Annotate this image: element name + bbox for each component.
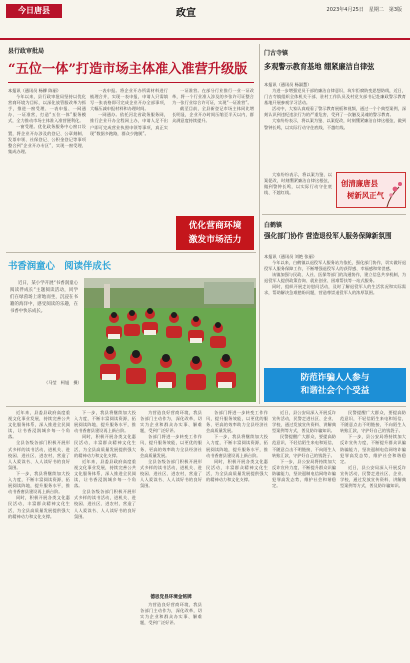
right-a-headline: 多观警示教育基地 绷紧廉洁自律弦 xyxy=(264,62,375,71)
lead-headline: “五位一体”打造市场主体准入准营升级版 xyxy=(8,62,248,77)
lower-column-4: 各部门将进一步转变工作作风，提升服务效能，以更优的服务、更高的效率助力全县经济社会高质量发展。 下一步，我县将继续加大投入力度，不断丰富阅读资源，拓展阅读阵地，提升服务水平，推动书香唐县建设再上新台阶。 同时，积极开展各类文化惠民活动，丰富群众精神文化生活，为全县高质量发展提供强大的精神动力和文化支撑。 xyxy=(206,410,268,483)
lead-column-1: 今年以来，县行政审批局坚持以优化营商环境为目标，以深化放管服改革为抓手，推进一窗受理、一表申报、一网通办、一证准营，打造“五位一体”服务模式，全力推动市场主体准入准营便利化。 一窗受理。优化政务服务中心窗口设置，将企业开办涉及的登记、公章刻制、发票申领、社保登记、公积金登记等事项整合到“企业开办专区”，实现一窗受理、集成办理。 xyxy=(8,94,86,154)
right-separator xyxy=(262,214,406,215)
right-b-body: 今年以来，白鹤镇以退役军人服务站为依托，强化部门协作，切实做好退役军人服务保障工作，不断增强退役军人的获得感、幸福感和荣誉感。 该镇加强与民政、人社、医保等部门的沟通协作，建立信息共享机制，为退役军人提供政策咨询、就业创业、困难帮扶等一站式服务。 同时，组织开展走访慰问活动，及时了解退役军人的生活状况和实际需求，帮助解决急难愁盼问题，营造尊崇退役军人的浓厚氛围。 xyxy=(264,260,406,296)
photo-credit: （马莹 柯旭 摄） xyxy=(44,380,82,385)
right-b-byline: 本报讯（通讯员 刘艳 张丽） xyxy=(264,254,317,259)
right-a-body: 为进一步增强党员干部的廉洁自律意识，筑牢拒腐防变思想防线，近日，门古寺镇组织全体机关干部、驻村工作队员及村党支部书记赴廉政警示教育基地开展参观学习活动。 活动中，大家认真观看了警示教育展板和视频，通过一个个典型案例，深刻认识到违纪违法行为的严重危害，受到了一次触及灵魂的警示教育。 大家纷纷表示，将以案为鉴、以案促改，时刻绷紧廉洁自律这根弦，做到警钟长鸣，以实际行动守住底线、不越红线。 xyxy=(264,88,406,130)
lead-rule xyxy=(8,82,254,83)
lower-column-3: 为营造良好营商环境，我县各部门主动作为，深化改革，切实为企业和群众办实事、解难题，受到广泛好评。 各部门将进一步转变工作作风，提升服务效能，以更优的服务、更高的效率助力全县经济社会高质量发展。 全县各级各部门积极开展形式多样的读书活动，进机关、进校园、进社区、进农村，营造了人人爱读书、人人读好书的良好氛围。 xyxy=(140,410,202,489)
lower-column-2: 下一步，我县将继续加大投入力度，不断丰富阅读资源，拓展阅读阵地，提升服务水平，推动书香唐县建设再上新台阶。 同时，积极开展各类文化惠民活动，丰富群众精神文化生活，为全县高质量发展提供强大的精神动力和文化支撑。 近年来，县委县政府高度重视文化事业发展，持续完善公共文化服务体系，深入推进全民阅读，让书香浸润城乡每一个角落。 全县各级各部门积极开展形式多样的读书活动，进机关、进校园、进社区、进农村，营造了人人爱读书、人人读好书的良好氛围。 xyxy=(74,410,136,519)
lead-column-3: 一证准营。在部分行业推行一业一证改革，将一个行业准入涉及的多张许可证整合为一张行业综合许可证，实现“一证准营”。 截至目前，全县新登记市场主体同比增长明显，企业开办时间压缩至半天以内，群众满意度持续提升。 xyxy=(172,88,254,124)
lower-top-rule xyxy=(6,406,406,407)
section-name: 政宣 xyxy=(176,8,196,19)
lower-column-1: 近年来，县委县政府高度重视文化事业发展，持续完善公共文化服务体系，深入推进全民阅读，让书香浸润城乡每一个角落。 全县各级各部门积极开展形式多样的读书活动，进机关、进校园、进社区、进农村，营造了人人爱读书、人人读好书的良好氛围。 下一步，我县将继续加大投入力度，不断丰富阅读资源，拓展阅读阵地，提升服务水平，推动书香唐县建设再上新台阶。 同时，积极开展各类文化惠民活动，丰富群众精神文化生活，为全县高质量发展提供强大的精神动力和文化支撑。 xyxy=(8,410,70,519)
right-b-kicker: 白鹤镇 xyxy=(264,222,283,229)
lead-kicker: 县行政审批局 xyxy=(8,48,45,55)
right-a-body-tail: 大家纷纷表示，将以案为鉴、以案促改，时刻绷紧廉洁自律这根弦，做到警钟长鸣，以实际行动守住底线、不越红线。 xyxy=(264,172,332,196)
children-reading-image xyxy=(84,278,256,402)
lower-column-3-tail: 为营造良好营商环境，我县各部门主动作为，深化改革，切实为企业和群众办实事、解难题，受到广泛好评。 xyxy=(140,602,202,626)
slogan-banner-red: 优化营商环境 激发市场活力 xyxy=(176,216,254,250)
photo-top-rule xyxy=(6,252,256,253)
slogan-stamp xyxy=(336,172,406,208)
lower-column-6: 民警提醒广大群众，要提高防范意识，不轻信陌生来电和短信，不随意点击不明链接，不向陌生人转账汇款，守护好自己的钱袋子。 下一步，县公安局将持续加大反诈宣传力度，不断提升群众识骗防骗能力，坚决遏制电信网络诈骗犯罪高发态势，维护社会和谐稳定。 近日，县公安局深入开展反诈宣传活动，民警走进社区、企业、学校，通过发放宣传资料、讲解典型案例等方式，普及防诈骗知识。 xyxy=(340,410,406,489)
lower-subtitle: 德思党县环境金铭牌 xyxy=(150,595,192,600)
masthead-logo: 今日唐县 xyxy=(6,4,62,18)
reading-activity-photo xyxy=(84,278,256,402)
lead-byline: 本报讯（通讯员 杨柳 陈丽） xyxy=(8,88,61,93)
lead-column-2: 一表申报。将企业开办所需材料进行梳理合并，实现一表申报，申请人只需填写一张表格即可完成企业开办全部事项，大幅压减申报材料和办理时间。 一网通办。依托河北省政务服务网，推行企业开办全程网上办，申请人足不出户即可完成营业执照申领等事项，真正实现“数据多跑路，群众少跑腿”。 xyxy=(90,88,168,136)
photo-feature-title: 书香润童心 阅读伴成长 xyxy=(8,261,112,272)
right-b-headline: 强化部门协作 营造退役军人服务保障新氛围 xyxy=(264,232,392,240)
dateline: 2023年4月25日 星期二 第3版 xyxy=(326,7,402,13)
column-divider xyxy=(259,44,260,404)
stamp-line-1: 创清廉唐县 xyxy=(341,179,378,188)
photo-caption: 近日，某小学开展“书香润童心 阅读伴成长”主题阅读活动，同学们在绿茵场上席地而坐，沉浸在书籍的海洋中，感受阅读的乐趣，在书香中快乐成长。 xyxy=(10,281,78,314)
lower-column-5: 近日，县公安局深入开展反诈宣传活动，民警走进社区、企业、学校，通过发放宣传资料、讲解典型案例等方式，普及防诈骗知识。 民警提醒广大群众，要提高防范意识，不轻信陌生来电和短信，不随意点击不明链接，不向陌生人转账汇款，守护好自己的钱袋子。 下一步，县公安局将持续加大反诈宣传力度，不断提升群众识骗防骗能力，坚决遏制电信网络诈骗犯罪高发态势，维护社会和谐稳定。 xyxy=(272,410,336,489)
right-a-kicker: 门古寺镇 xyxy=(264,50,289,57)
slogan-banner-blue: 防范诈骗人人参与 和谐社会个个受益 xyxy=(264,368,406,402)
stamp-line-2: 树新风正气 xyxy=(347,191,384,200)
right-a-byline: 本报讯（通讯员 杨淑慧） xyxy=(264,82,312,87)
